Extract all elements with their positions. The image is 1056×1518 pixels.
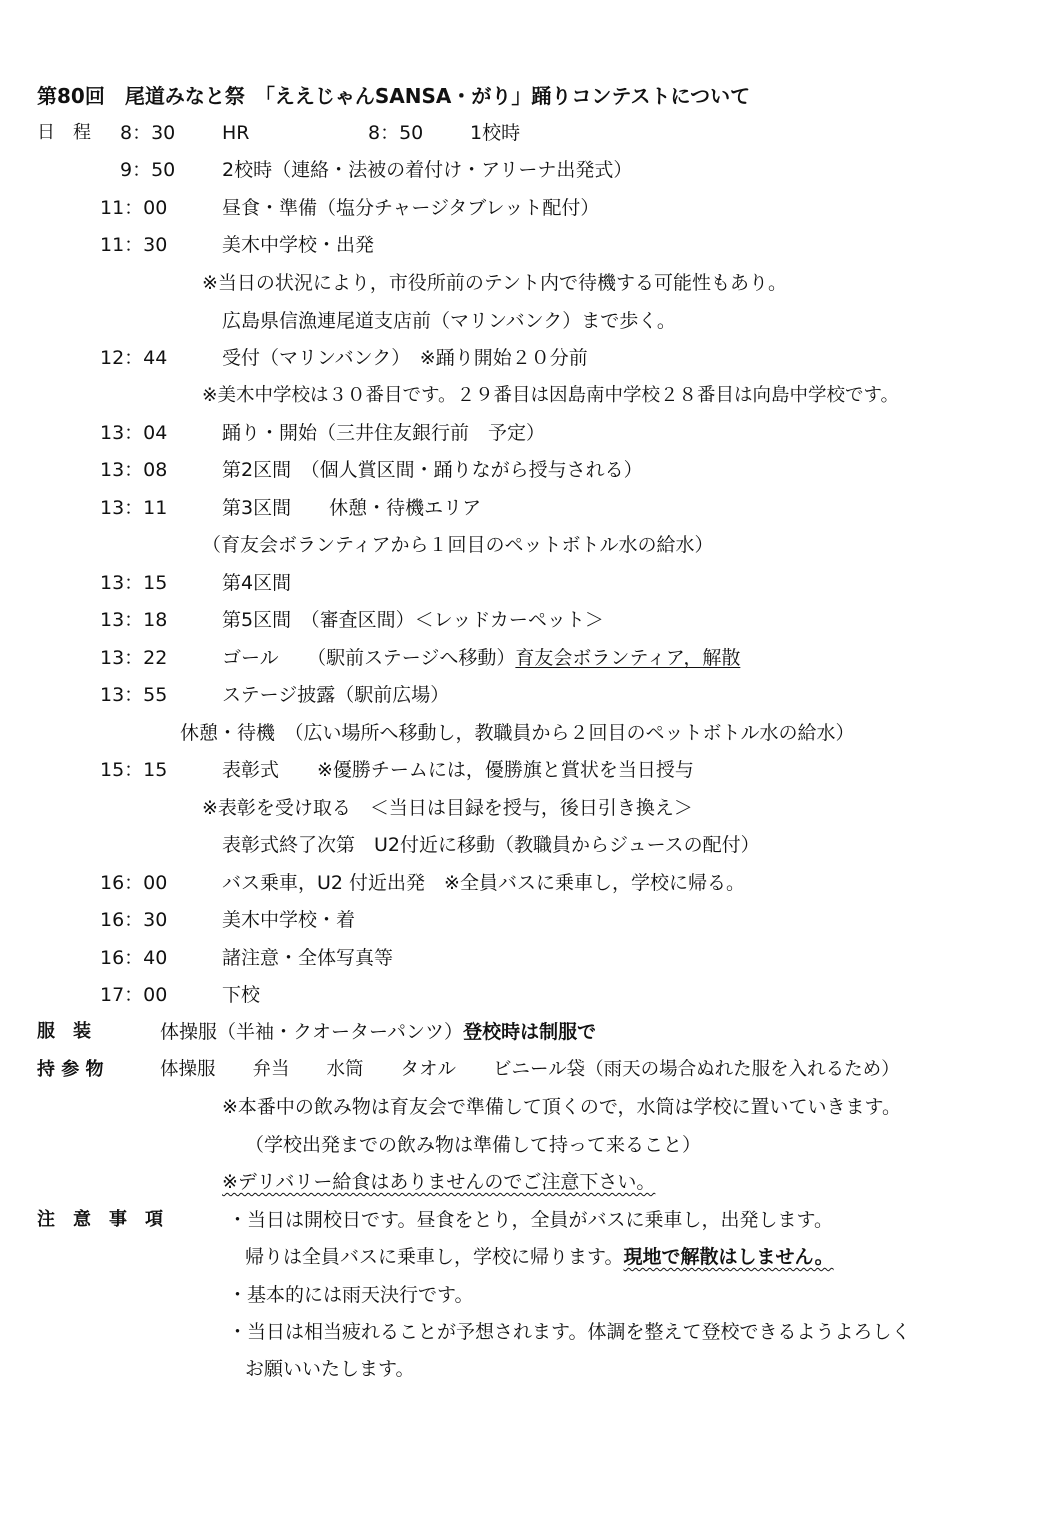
dress-plain: 体操服（半袖・クオーターパンツ）: [160, 1021, 464, 1043]
belongings-note: ※本番中の飲み物は育友会で準備して頂くので，水筒は学校に置いていきます。: [222, 1096, 902, 1118]
row-text: バス乗車，U2 付近出発 ※全員バスに乗車し，学校に帰る。: [222, 872, 745, 894]
row-time: 16：30: [100, 909, 168, 931]
row-time: 8：30: [120, 122, 176, 144]
row-text: 第2区間 （個人賞区間・踊りながら授与される）: [222, 459, 643, 481]
row-time: 17：00: [100, 984, 168, 1006]
caution-line: ・当日は相当疲れることが予想されます。体調を整えて登校できるようよろしく: [228, 1321, 911, 1343]
row-note: 広島県信漁連尾道支店前（マリンバンク）まで歩く。: [222, 310, 676, 332]
belongings-items: 体操服 弁当 水筒 タオル ビニール袋（雨天の場合ぬれた服を入れるため）: [160, 1059, 900, 1080]
schedule-label: 日 程: [37, 122, 91, 143]
row-time: 12：44: [100, 347, 168, 369]
row-note: ※当日の状況により，市役所前のテント内で待機する可能性もあり。: [202, 272, 787, 294]
row-time: 16：00: [100, 872, 168, 894]
caution-line: お願いいたします。: [245, 1358, 415, 1380]
row-note: （育友会ボランティアから１回目のペットボトル水の給水）: [202, 534, 714, 556]
row-text: 第3区間 休憩・待機エリア: [222, 497, 482, 519]
caution-bold: 現地で解散はしません。: [623, 1246, 834, 1268]
dress-label: 服 装: [37, 1021, 91, 1042]
row-text: 諸注意・全体写真等: [222, 947, 394, 969]
row-time: 13：11: [100, 497, 168, 519]
schedule-row: [120, 120, 175, 146]
row-text-underlined: 育友会ボランティア，解散: [515, 647, 741, 669]
row-text: 第4区間: [222, 572, 292, 594]
row-time: 9：50: [120, 159, 176, 181]
row-time: 8：50: [368, 122, 424, 144]
belongings-note-warning: ※デリバリー給食はありませんのでご注意下さい。: [222, 1171, 656, 1193]
caution-line: ・当日は開校日です。昼食をとり，全員がバスに乗車し，出発します。: [228, 1209, 833, 1231]
row-note: ※美木中学校は３０番目です。２９番目は因島南中学校２８番目は向島中学校です。: [202, 385, 900, 406]
row-time: 11：00: [100, 197, 168, 219]
row-text: HR: [222, 122, 250, 144]
caution-line: ・基本的には雨天決行です。: [228, 1284, 474, 1306]
row-text: [222, 645, 740, 671]
row-time: 13：04: [100, 422, 168, 444]
row-time: 13：55: [100, 684, 168, 706]
row-time: 16：40: [100, 947, 168, 969]
row-text: 美木中学校・着: [222, 909, 356, 931]
row-note: 表彰式終了次第 U2付近に移動（教職員からジュースの配付）: [222, 834, 760, 856]
row-note: ※表彰を受け取る ＜当日は目録を授与，後日引き換え＞: [202, 797, 693, 819]
row-text: ステージ披露（駅前広場）: [222, 684, 450, 706]
caution-plain: 帰りは全員バスに乗車し，学校に帰ります。: [245, 1246, 624, 1268]
row-time: 13：08: [100, 459, 168, 481]
row-text: 2校時（連絡・法被の着付け・アリーナ出発式）: [222, 159, 633, 181]
row-note: 休憩・待機 （広い場所へ移動し，教職員から２回目のペットボトル水の給水）: [180, 722, 855, 744]
dress-bold: 登校時は制服で: [463, 1021, 597, 1043]
caution-line: [245, 1244, 834, 1270]
row-text: 受付（マリンバンク） ※踊り開始２０分前: [222, 347, 588, 369]
row-text: 昼食・準備（塩分チャージタブレット配付）: [222, 197, 600, 219]
row-time: 13：22: [100, 647, 168, 669]
belongings-label: 持 参 物: [37, 1059, 104, 1080]
row-text: 1校時: [470, 122, 521, 144]
page-title: 第80回 尾道みなと祭 「ええじゃんSANSA・がり」踊りコンテストについて: [37, 84, 751, 108]
dress-text: [160, 1019, 596, 1045]
row-text: 表彰式 ※優勝チームには，優勝旗と賞状を当日授与: [222, 759, 694, 781]
row-text: 踊り・開始（三井住友銀行前 予定）: [222, 422, 546, 444]
row-text: 第5区間 （審査区間）＜レッドカーペット＞: [222, 609, 604, 631]
row-text: 下校: [222, 984, 261, 1006]
row-time: 11：30: [100, 234, 168, 256]
row-time: 13：18: [100, 609, 168, 631]
row-time: 15：15: [100, 759, 168, 781]
row-time: 13：15: [100, 572, 168, 594]
row-text-plain: ゴール （駅前ステージへ移動）: [222, 647, 516, 669]
cautions-label: 注 意 事 項: [37, 1209, 163, 1230]
belongings-note: （学校出発までの飲み物は準備して持って来ること）: [245, 1134, 702, 1156]
row-text: 美木中学校・出発: [222, 234, 375, 256]
